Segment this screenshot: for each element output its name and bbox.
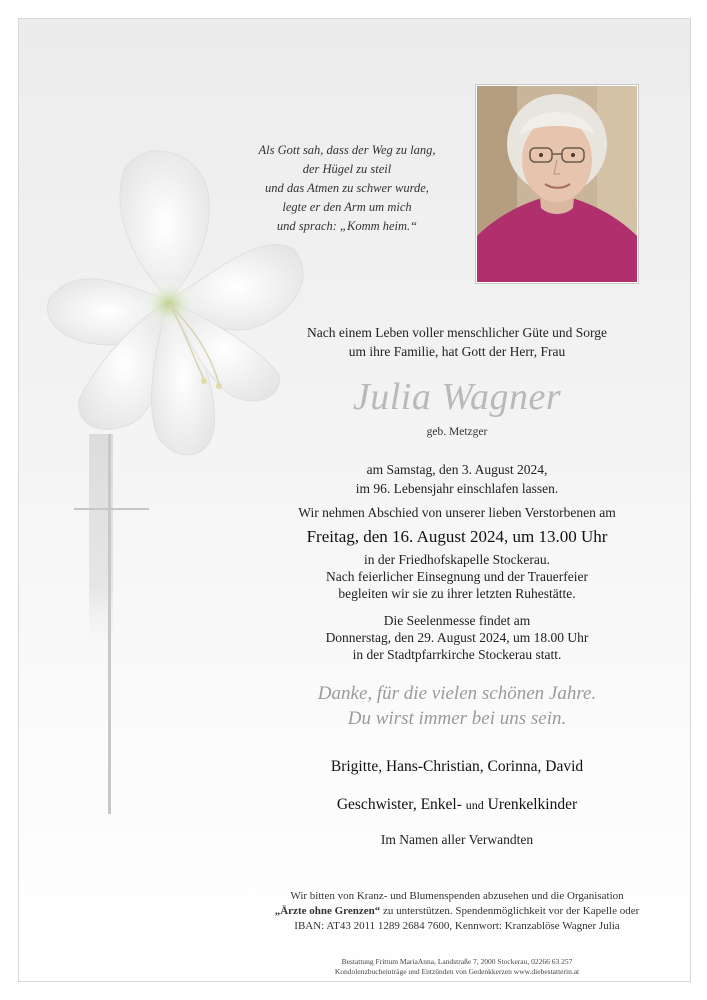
intro-text bbox=[257, 323, 657, 361]
funeral-line: Nach feierlicher Einsegnung und der Trauerfeier bbox=[325, 569, 589, 584]
mass-line: in der Stadtpfarrkirche Stockerau statt. bbox=[352, 647, 562, 662]
mass-details bbox=[257, 612, 657, 663]
death-line: im 96. Lebensjahr einschlafen lassen. bbox=[355, 481, 559, 496]
intro-line: Nach einem Leben voller menschlicher Güte und Sorge bbox=[306, 325, 608, 340]
footer-line: Bestattung Frittum MariaAnna, Landstraße 7, 2000 Stockerau, 02266 63 257 bbox=[341, 957, 573, 966]
obituary-page bbox=[18, 18, 691, 982]
donation-line: Wir bitten von Kranz- und Blumenspenden abzusehen und die Organisation bbox=[290, 890, 624, 902]
death-line: am Samstag, den 3. August 2024, bbox=[366, 462, 548, 477]
funeral-date: Freitag, den 16. August 2024, um 13.00 Uhr bbox=[306, 527, 608, 546]
poem-line: Als Gott sah, dass der Weg zu lang, bbox=[258, 143, 436, 157]
donation-note bbox=[247, 889, 667, 934]
donation-line-rest: zu unterstützen. Spendenmöglichkeit vor der Kapelle oder bbox=[380, 905, 640, 917]
mourners-relatives bbox=[257, 796, 657, 814]
death-text bbox=[257, 460, 657, 498]
thanks-line: Du wirst immer bei uns sein. bbox=[347, 708, 567, 729]
thanks-line: Danke, für die vielen schönen Jahre. bbox=[317, 683, 597, 704]
funeral-line: in der Friedhofskapelle Stockerau. bbox=[364, 552, 550, 567]
relatives-part: Geschwister, Enkel- bbox=[336, 796, 462, 813]
donation-line: IBAN: AT43 2011 1289 2684 7600, Kennwort: Kranzablöse Wagner Julia bbox=[294, 920, 620, 932]
relatives-part: Urenkelkinder bbox=[487, 796, 578, 813]
donation-org: „Ärzte ohne Grenzen“ bbox=[274, 905, 381, 917]
deceased-name: Julia Wagner bbox=[352, 376, 562, 418]
funeral-line: begleiten wir sie zu ihrer letzten Ruhestätte. bbox=[338, 586, 576, 601]
portrait-photo bbox=[475, 84, 639, 284]
poem-line: und das Atmen zu schwer wurde, bbox=[265, 181, 429, 195]
mourners-children: Brigitte, Hans-Christian, Corinna, David bbox=[330, 758, 584, 775]
mass-line: Die Seelenmesse findet am bbox=[383, 613, 531, 628]
donation-line bbox=[247, 904, 667, 919]
funeral-details bbox=[257, 551, 657, 602]
poem-line: der Hügel zu steil bbox=[302, 162, 392, 176]
relatives-and: und bbox=[465, 798, 484, 812]
thanks-text bbox=[257, 681, 657, 731]
intro-line: um ihre Familie, hat Gott der Herr, Frau bbox=[348, 344, 566, 359]
portrait-image bbox=[477, 86, 637, 282]
farewell-intro: Wir nehmen Abschied von unserer lieben Verstorbenen am bbox=[298, 505, 616, 520]
closing-text: Im Namen aller Verwandten bbox=[380, 832, 534, 847]
footer bbox=[247, 957, 667, 977]
birth-name: geb. Metzger bbox=[426, 426, 488, 438]
poem-line: und sprach: „Komm heim.“ bbox=[276, 219, 418, 233]
poem-line: legte er den Arm um mich bbox=[282, 200, 412, 214]
poem bbox=[247, 141, 447, 236]
footer-line: Kondolenzbucheinträge und Entzünden von Gedenkkerzen www.diebestatterin.at bbox=[334, 967, 580, 976]
mass-line: Donnerstag, den 29. August 2024, um 18.00 Uhr bbox=[325, 630, 589, 645]
